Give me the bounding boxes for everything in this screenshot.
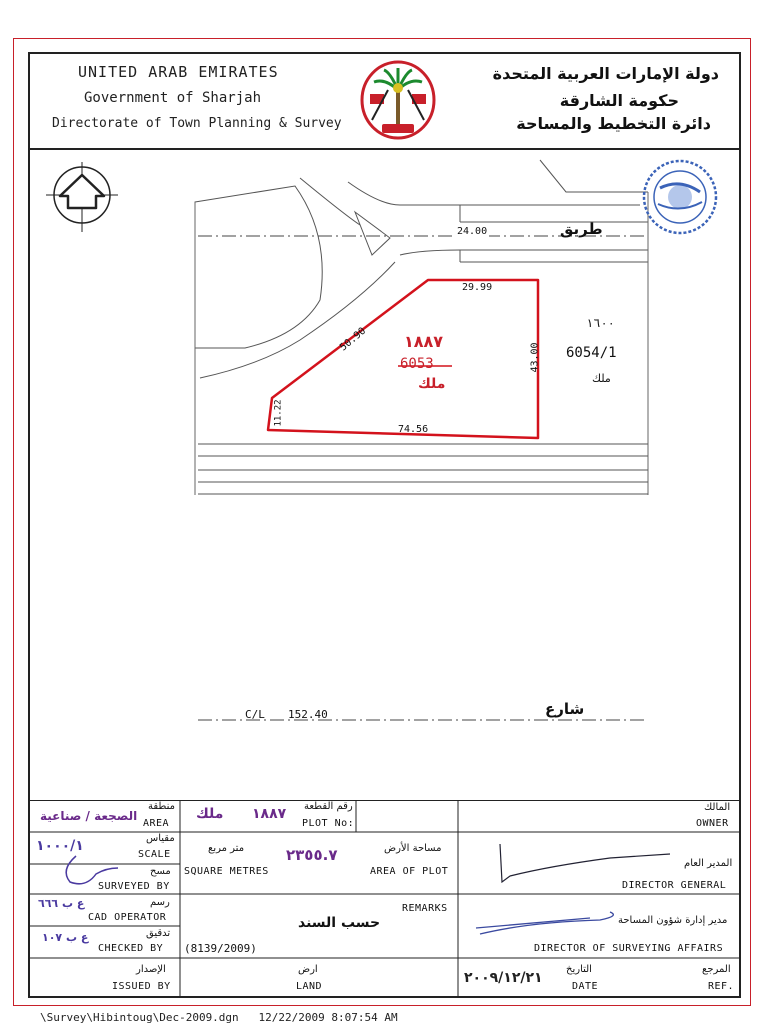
surveying-affairs-signature [470, 908, 630, 938]
surveying-affairs-label-ar: مدير إدارة شؤون المساحة [618, 915, 728, 926]
checked-value: ع ب ١٠٧ [42, 931, 89, 944]
header-en-country: UNITED ARAB EMIRATES [78, 63, 279, 81]
area-label-en: AREA [143, 818, 170, 829]
centerline-label: C/L [245, 708, 265, 721]
sharjah-emblem [360, 60, 436, 140]
plot-type-table: ملك [196, 806, 224, 822]
adjacent-plot-number-ar: ١٦٠٠ [586, 316, 615, 330]
plot-number-table: ١٨٨٧ [252, 806, 287, 822]
owner-label-en: OWNER [696, 818, 729, 829]
plot-small-dimension: 11.22 [273, 399, 284, 427]
plot-area-value: ٢٣٥٥.٧ [286, 846, 338, 864]
director-general-signature [470, 836, 710, 896]
plot-right-dimension: 43.00 [529, 342, 541, 373]
adjacent-plot-type: ملك [592, 372, 611, 385]
date-label-en: DATE [572, 981, 599, 992]
sqm-label-ar: متر مربع [208, 843, 245, 854]
file-path-footer: \Survey\Hibintoug\Dec-2009.dgn 12/22/2009 8:07:54 AM [40, 1011, 398, 1024]
remarks-reference: (8139/2009) [184, 942, 257, 955]
plot-map [0, 148, 767, 808]
header-ar-government: حكومة الشارقة [559, 91, 679, 110]
area-of-plot-label-ar: مساحة الأرض [384, 843, 442, 854]
cad-value: ع ب ٦٦٦ [38, 897, 85, 910]
road-label: طريق [560, 220, 603, 238]
scale-label-en: SCALE [138, 849, 171, 860]
surveying-affairs-label-en: DIRECTOR OF SURVEYING AFFAIRS [534, 943, 724, 954]
surveyed-label-ar: مسح [150, 866, 171, 877]
area-of-plot-label-en: AREA OF PLOT [370, 866, 449, 877]
header-ar-country: دولة الإمارات العربية المتحدة [492, 64, 719, 83]
north-arrow-icon [46, 162, 118, 232]
surveyed-label-en: SURVEYED BY [98, 881, 170, 892]
issued-label-ar: الإصدار [136, 964, 166, 975]
scale-value: ١٠٠٠/١ [36, 838, 84, 854]
director-general-label-en: DIRECTOR GENERAL [622, 880, 727, 891]
header-ar-directorate: دائرة التخطيط والمساحة [516, 114, 711, 133]
cad-label-en: CAD OPERATOR [88, 912, 167, 923]
ref-label-ar: المرجع [702, 964, 731, 975]
header-en-government: Government of Sharjah [84, 90, 262, 106]
land-label-ar: ارض [298, 964, 318, 975]
road-width-label: 24.00 [457, 226, 488, 237]
adjacent-plot-number: 6054/1 [566, 345, 617, 361]
area-label-ar: منطقة [148, 801, 175, 812]
ref-label-en: REF. [708, 981, 735, 992]
old-plot-number: 6053 [400, 356, 434, 372]
plot-no-label-en: PLOT No: [302, 818, 355, 829]
plot-number: ١٨٨٧ [404, 332, 444, 351]
land-label-en: LAND [296, 981, 323, 992]
street-label: شارع [545, 700, 585, 718]
remarks-label-en: REMARKS [402, 903, 448, 914]
header-en-directorate: Directorate of Town Planning & Survey [52, 116, 342, 131]
date-value: ٢٠٠٩/١٢/٢١ [464, 970, 543, 986]
surveyed-signature [56, 850, 136, 890]
owner-label-ar: المالك [704, 802, 731, 813]
remarks-value: حسب السند [298, 915, 381, 931]
director-general-label-ar: المدير العام [684, 858, 733, 869]
plot-no-label-ar: رقم القطعة [304, 801, 353, 812]
plot-top-dimension: 29.99 [462, 282, 493, 293]
date-label-ar: التاريخ [566, 964, 592, 975]
checked-label-ar: تدقيق [146, 928, 171, 939]
plot-type-label: ملك [418, 376, 446, 392]
plot-bottom-dimension: 74.56 [398, 424, 429, 435]
centerline-value: 152.40 [288, 708, 328, 721]
checked-label-en: CHECKED BY [98, 943, 164, 954]
issued-label-en: ISSUED BY [112, 981, 171, 992]
stamp-icon [640, 158, 720, 236]
area-value: الصجعة / صناعية [40, 809, 138, 823]
scale-label-ar: مقياس [146, 833, 175, 844]
plot-diagonal-dimension: 50.90 [337, 325, 369, 354]
cad-label-ar: رسم [150, 897, 170, 908]
sqm-label-en: SQUARE METRES [184, 866, 269, 877]
